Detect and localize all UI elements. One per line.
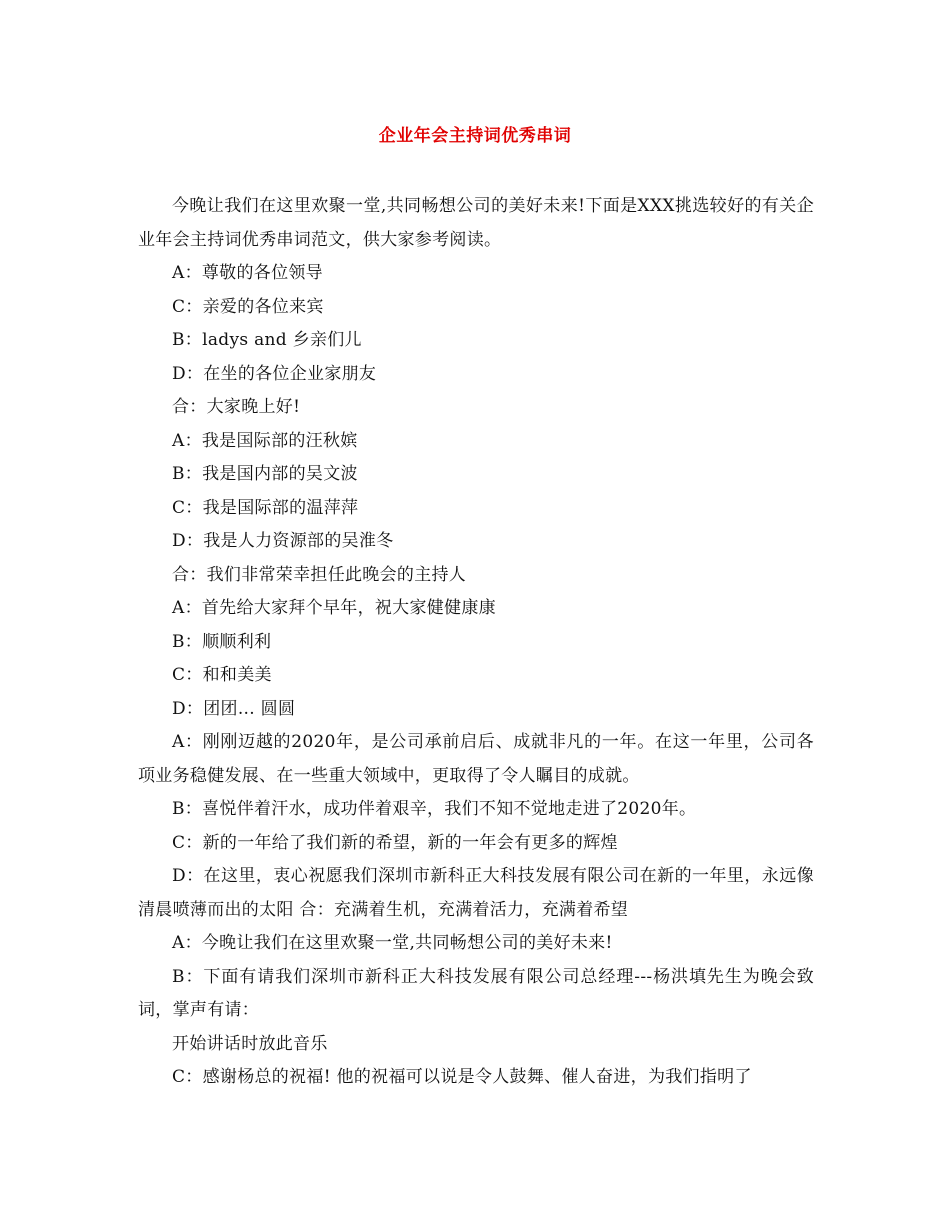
paragraph: C：我是国际部的温萍萍 (172, 497, 359, 518)
paragraph: D：在坐的各位企业家朋友 (172, 363, 377, 384)
paragraph: D：团团... 圆圆 (172, 698, 296, 719)
paragraph: A：尊敬的各位领导 (172, 263, 323, 283)
paragraph: A：今晚让我们在这里欢聚一堂,共同畅想公司的美好未来! (172, 933, 613, 953)
paragraph: D：我是人力资源部的吴淮冬 (172, 531, 394, 551)
paragraph: C：感谢杨总的祝福! 他的祝福可以说是令人鼓舞、催人奋进，为我们指明了 (172, 1067, 752, 1087)
paragraph: C：新的一年给了我们新的希望，新的一年会有更多的辉煌 (172, 832, 618, 853)
paragraph: 开始讲话时放此音乐 (172, 1033, 328, 1054)
paragraph: A：刚刚迈越的2020年，是公司承前启后、成就非凡的一年。在这一年里，公司各项业务稳健发展、在一些重大领域中，更取得了令人瞩目的成就。 (138, 732, 814, 786)
paragraph: 合：大家晚上好! (172, 397, 301, 417)
paragraph: B：我是国内部的吴文波 (172, 464, 358, 484)
paragraph: D：在这里，衷心祝愿我们深圳市新科正大科技发展有限公司在新的一年里，永远像清晨喷薄而出的太阳 合：充满着生机，充满着活力，充满着希望 (138, 866, 814, 920)
paragraph: B：喜悦伴着汗水，成功伴着艰辛，我们不知不觉地走进了2020年。 (172, 799, 697, 819)
paragraph: A：首先给大家拜个早年，祝大家健健康康 (172, 598, 496, 618)
paragraph: C：亲爱的各位来宾 (172, 296, 324, 317)
paragraph: B：顺顺利利 (172, 631, 272, 652)
paragraph: B：下面有请我们深圳市新科正大科技发展有限公司总经理---杨洪填先生为晚会致词，掌声有请： (138, 966, 814, 1020)
document-body (138, 190, 814, 1095)
paragraph: 今晚让我们在这里欢聚一堂,共同畅想公司的美好未来!下面是XXX挑选较好的有关企业年会主持词优秀串词范文，供大家参考阅读。 (138, 196, 814, 250)
paragraph: 合：我们非常荣幸担任此晚会的主持人 (172, 564, 467, 585)
paragraph: C：和和美美 (172, 665, 272, 685)
paragraph: B：ladys and 乡亲们儿 (172, 330, 362, 350)
paragraph: A：我是国际部的汪秋嫔 (172, 430, 358, 451)
document-title: 企业年会主持词优秀串词 (378, 126, 572, 146)
